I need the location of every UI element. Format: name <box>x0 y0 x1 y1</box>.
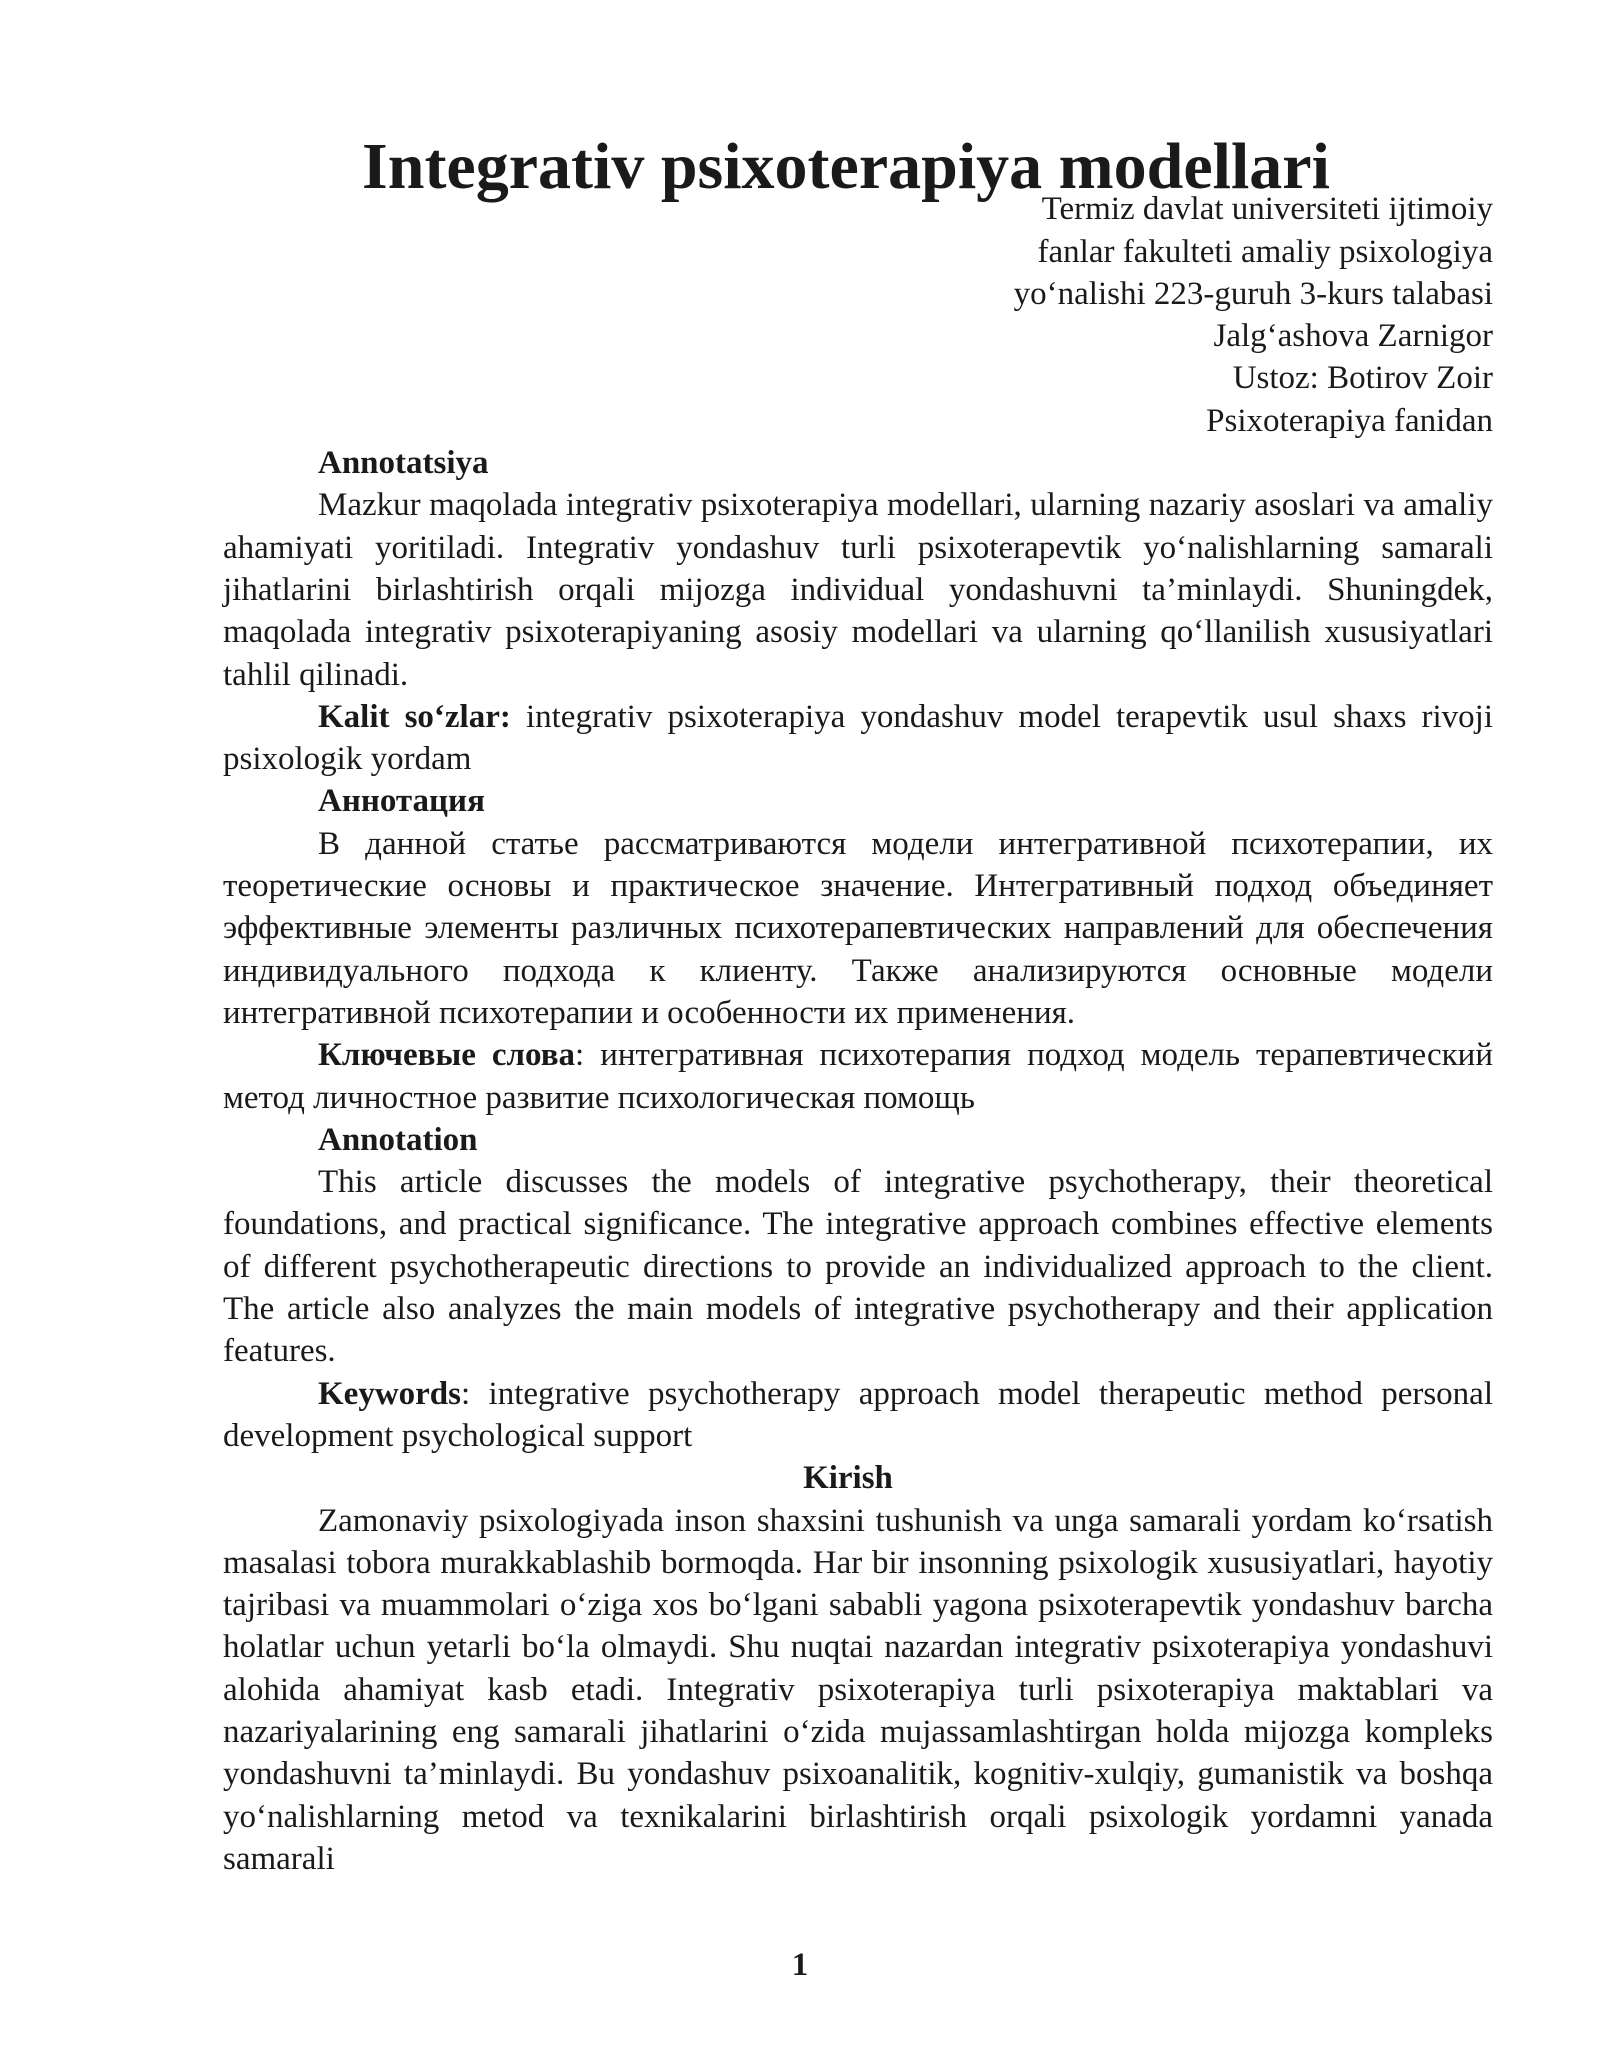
author-line: Termiz davlat universiteti ijtimoiy <box>1041 191 1493 228</box>
document-page <box>223 130 1494 1880</box>
uz-keywords-label: Kalit so‘zlar: <box>318 698 511 735</box>
document-title: Integrativ psixoterapiya modellari <box>362 130 1330 203</box>
ru-keywords-label: Ключевые слова <box>318 1037 576 1074</box>
uz-abstract-text: Mazkur maqolada integrativ psixoterapiya modellari, ularning nazariy asoslari va amaliy ahamiyati yoritiladi. Integrativ yondashuv turli psixoterapevtik yo‘nalishlarning samarali jihatlarini birlashtirish orqali mijozga individual yondashuvni ta’minlaydi. Shuningdek, maqolada integrativ psixoterapiyaning asosiy modellari va ularning qo‘llanilish xususiyatlari tahlil qilinadi. <box>223 487 1493 693</box>
en-keywords-text: : integrative psychotherapy approach model therapeutic method personal development psychological support <box>223 1375 1493 1454</box>
author-line: fanlar fakulteti amaliy psixologiya <box>1037 233 1493 270</box>
author-block <box>223 188 1493 442</box>
author-line: Jalg‘ashova Zarnigor <box>1213 318 1493 355</box>
author-line: Psixoterapiya fanidan <box>1206 402 1493 439</box>
en-keywords <box>223 1373 1493 1458</box>
ru-abstract-heading: Аннотация <box>318 783 485 820</box>
en-keywords-label: Keywords <box>318 1375 461 1412</box>
en-abstract-heading: Annotation <box>318 1121 478 1158</box>
ru-keywords <box>223 1034 1493 1119</box>
en-abstract-text: This article discusses the models of integrative psychotherapy, their theoretical foundations, and practical significance. The integrative approach combines effective elements of different psychotherapeutic directions to provide an individualized approach to the client. The article also analyzes the main models of integrative psychotherapy and their application features. <box>223 1164 1493 1370</box>
intro-text: Zamonaviy psixologiyada inson shaxsini tushunish va unga samarali yordam ko‘rsatish masalasi tobora murakkablashib bormoqda. Har bir insonning psixologik xususiyatlari, hayotiy tajribasi va muammolari o‘ziga xos bo‘lgani sababli yagona psixoterapevtik yondashuv barcha holatlar uchun yetarli bo‘la olmaydi. Shu nuqtai nazardan integrativ psixoterapiya yondashuvi alohida ahamiyat kasb etadi. Integrativ psixoterapiya turli psixoterapiya maktablari va nazariyalarining eng samarali jihatlarini o‘zida mujassamlashtirgan holda mijozga kompleks yondashuvni ta’minlaydi. Bu yondashuv psixoanalitik, kognitiv-xulqiy, gumanistik va boshqa yo‘nalishlarning metod va texnikalarini birlashtirish orqali psixologik yordamni yanada samarali <box>223 1502 1493 1877</box>
author-line: Ustoz: Botirov Zoir <box>1232 360 1493 397</box>
uz-abstract-heading: Annotatsiya <box>318 445 489 482</box>
intro-heading: Kirish <box>803 1460 893 1497</box>
page-number: 1 <box>791 1947 809 1983</box>
author-line: yo‘nalishi 223-guruh 3-kurs talabasi <box>1013 275 1493 312</box>
uz-keywords-text: integrativ psixoterapiya yondashuv model terapevtik usul shaxs rivoji psixologik yordam <box>223 698 1494 778</box>
uz-keywords <box>223 696 1493 781</box>
ru-keywords-text: : интегративная психотерапия подход модель терапевтический метод личностное развитие психологическая помощь <box>223 1037 1493 1116</box>
ru-abstract-text: В данной статье рассматриваются модели интегративной психотерапии, их теоретические основы и практическое значение. Интегративный подход объединяет эффективные элементы различных психотерапевтических направлений для обеспечения индивидуального подхода к клиенту. Также анализируются основные модели интегративной психотерапии и особенности их применения. <box>223 825 1493 1031</box>
